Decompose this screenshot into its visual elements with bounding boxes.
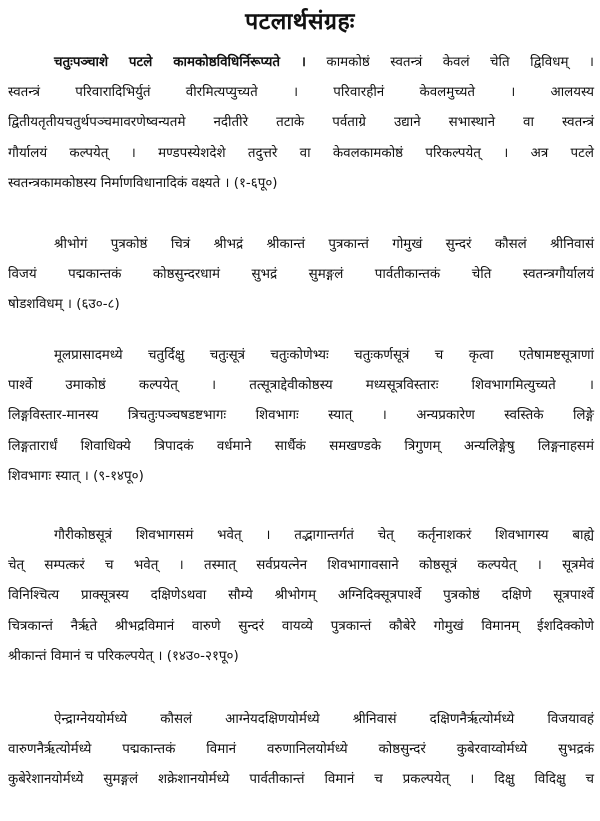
text-line: ऐन्द्राग्नेययोर्मध्ये कौसलं आग्नेयदक्षिणयोर्मध्ये श्रीनिवासं दक्षिणनैर्ऋत्योर्मध्ये विजयावहं xyxy=(54,712,594,727)
bold-prefix: चतुःपञ्चाशे पटले कामकोष्ठविधिर्निरूप्यते । xyxy=(54,55,306,70)
text-line: गौर्यालयं कल्पयेत् । मण्डपस्येशदेशे तदुत्तरे वा केवलकामकोष्ठं परिकल्पयेत् । अत्र पटले xyxy=(8,145,594,161)
text-line: विजयं पद्मकान्तकं कोष्ठसुन्दरधामं सुभद्रं सुमङ्गलं पार्वतीकान्तकं चेति स्वतन्त्रगौर्यालयं xyxy=(8,267,594,283)
page-title: पटलार्थसंग्रहः xyxy=(245,9,355,35)
text-line: विनिश्चित्य प्राक्सूत्रस्य दक्षिणेऽथवा सौम्ये श्रीभोगम् अग्निदिक्सूत्रपार्श्वे पुत्रकोष्ठं दक्षिणे सूत्रपार्श्वे xyxy=(8,588,594,604)
paragraph-2 xyxy=(0,230,600,321)
text-line: स्वतन्त्रं परिवारादिभिर्युतं वीरमित्यप्युच्यते । परिवारहीनं केवलमुच्यते । आलयस्य xyxy=(8,85,594,101)
text-line: कुबेरेशानयोर्मध्ये सुमङ्गलं शक्रेशानयोर्मध्ये पार्वतीकान्तं विमानं च प्रकल्पयेत् । दिक्षु विदिक्षु च xyxy=(8,772,594,788)
text-line: लिङ्गतारार्धं शिवाधिक्ये त्रिपादकं वर्धमाने सार्धैकं समखण्डके त्रिगुणम् अन्यलिङ्गेषु लिङ्गनाहसमं xyxy=(8,438,594,454)
text-line: षोडशविधम् । (६उ०-८) xyxy=(8,297,120,313)
text-line: चतुःपञ्चाशे पटले कामकोष्ठविधिर्निरूप्यते । कामकोष्ठं स्वतन्त्रं केवलं चेति द्विविधम् । xyxy=(54,55,594,70)
text-line: गौरीकोष्ठसूत्रं शिवभागसमं भवेत् । तद्भागान्तर्गतं चेत् कर्तृनाशकरं शिवभागस्य बाह्ये xyxy=(54,528,594,543)
text-line: श्रीकान्तं विमानं च परिकल्पयेत् । (१४उ०-२१पू०) xyxy=(8,648,239,664)
text-line: लिङ्गविस्तार-मानस्य त्रिचतुःपञ्चषडष्टभागः शिवभागः स्यात् । अन्यप्रकारेण स्वस्तिके लिङ्गे xyxy=(8,408,594,424)
text-line: चेत् सम्पत्करं च भवेत् । तस्मात् सर्वप्रयत्नेन शिवभागावसाने कोष्ठसूत्रं कल्पयेत् । सूत्रमेवं xyxy=(8,558,594,574)
text-line: पार्श्वे उमाकोष्ठं कल्पयेत् । तत्सूत्राद्देवीकोष्ठस्य मध्यसूत्रविस्तारः शिवभागमित्युच्यते । xyxy=(8,378,594,394)
text-line: श्रीभोगं पुत्रकोष्ठं चित्रं श्रीभद्रं श्रीकान्तं पुत्रकान्तं गोमुखं सुन्दरं कौसलं श्रीनिवासं xyxy=(54,237,594,252)
text-line: चित्रकान्तं नैर्ऋते श्रीभद्रविमानं वारुणे सुन्दरं वायव्ये पुत्रकान्तं कौबेरे गोमुखं विमानम् ईशदिक्कोणे xyxy=(8,618,594,634)
paragraph-4 xyxy=(0,521,600,672)
paragraph-1 xyxy=(0,48,600,199)
text-line: द्वितीयतृतीयचतुर्थपञ्चमावरणेष्वन्यतमे नदीतीरे तटाके पर्वताग्रे उद्याने सभास्थाने वा स्वतन्त्रं xyxy=(8,115,594,131)
paragraph-5 xyxy=(0,705,600,796)
text-line: वारुणनैर्ऋत्योर्मध्ये पद्मकान्तकं विमानं वरुणानिलयोर्मध्ये कोष्ठसुन्दरं कुबेरवाय्वोर्मध्ये सुभद्रकं xyxy=(8,742,594,758)
paragraph-3 xyxy=(0,341,600,492)
text-line: स्वतन्त्रकामकोष्ठस्य निर्माणविधानादिकं वक्ष्यते । (१-६पू०) xyxy=(8,175,278,191)
text-line: शिवभागः स्यात् । (९-१४पू०) xyxy=(8,468,144,484)
text-line: मूलप्रासादमध्ये चतुर्दिक्षु चतुःसूत्रं चतुःकोणेभ्यः चतुःकर्णसूत्रं च कृत्वा एतेषामष्टसूत्राणां xyxy=(54,348,594,363)
